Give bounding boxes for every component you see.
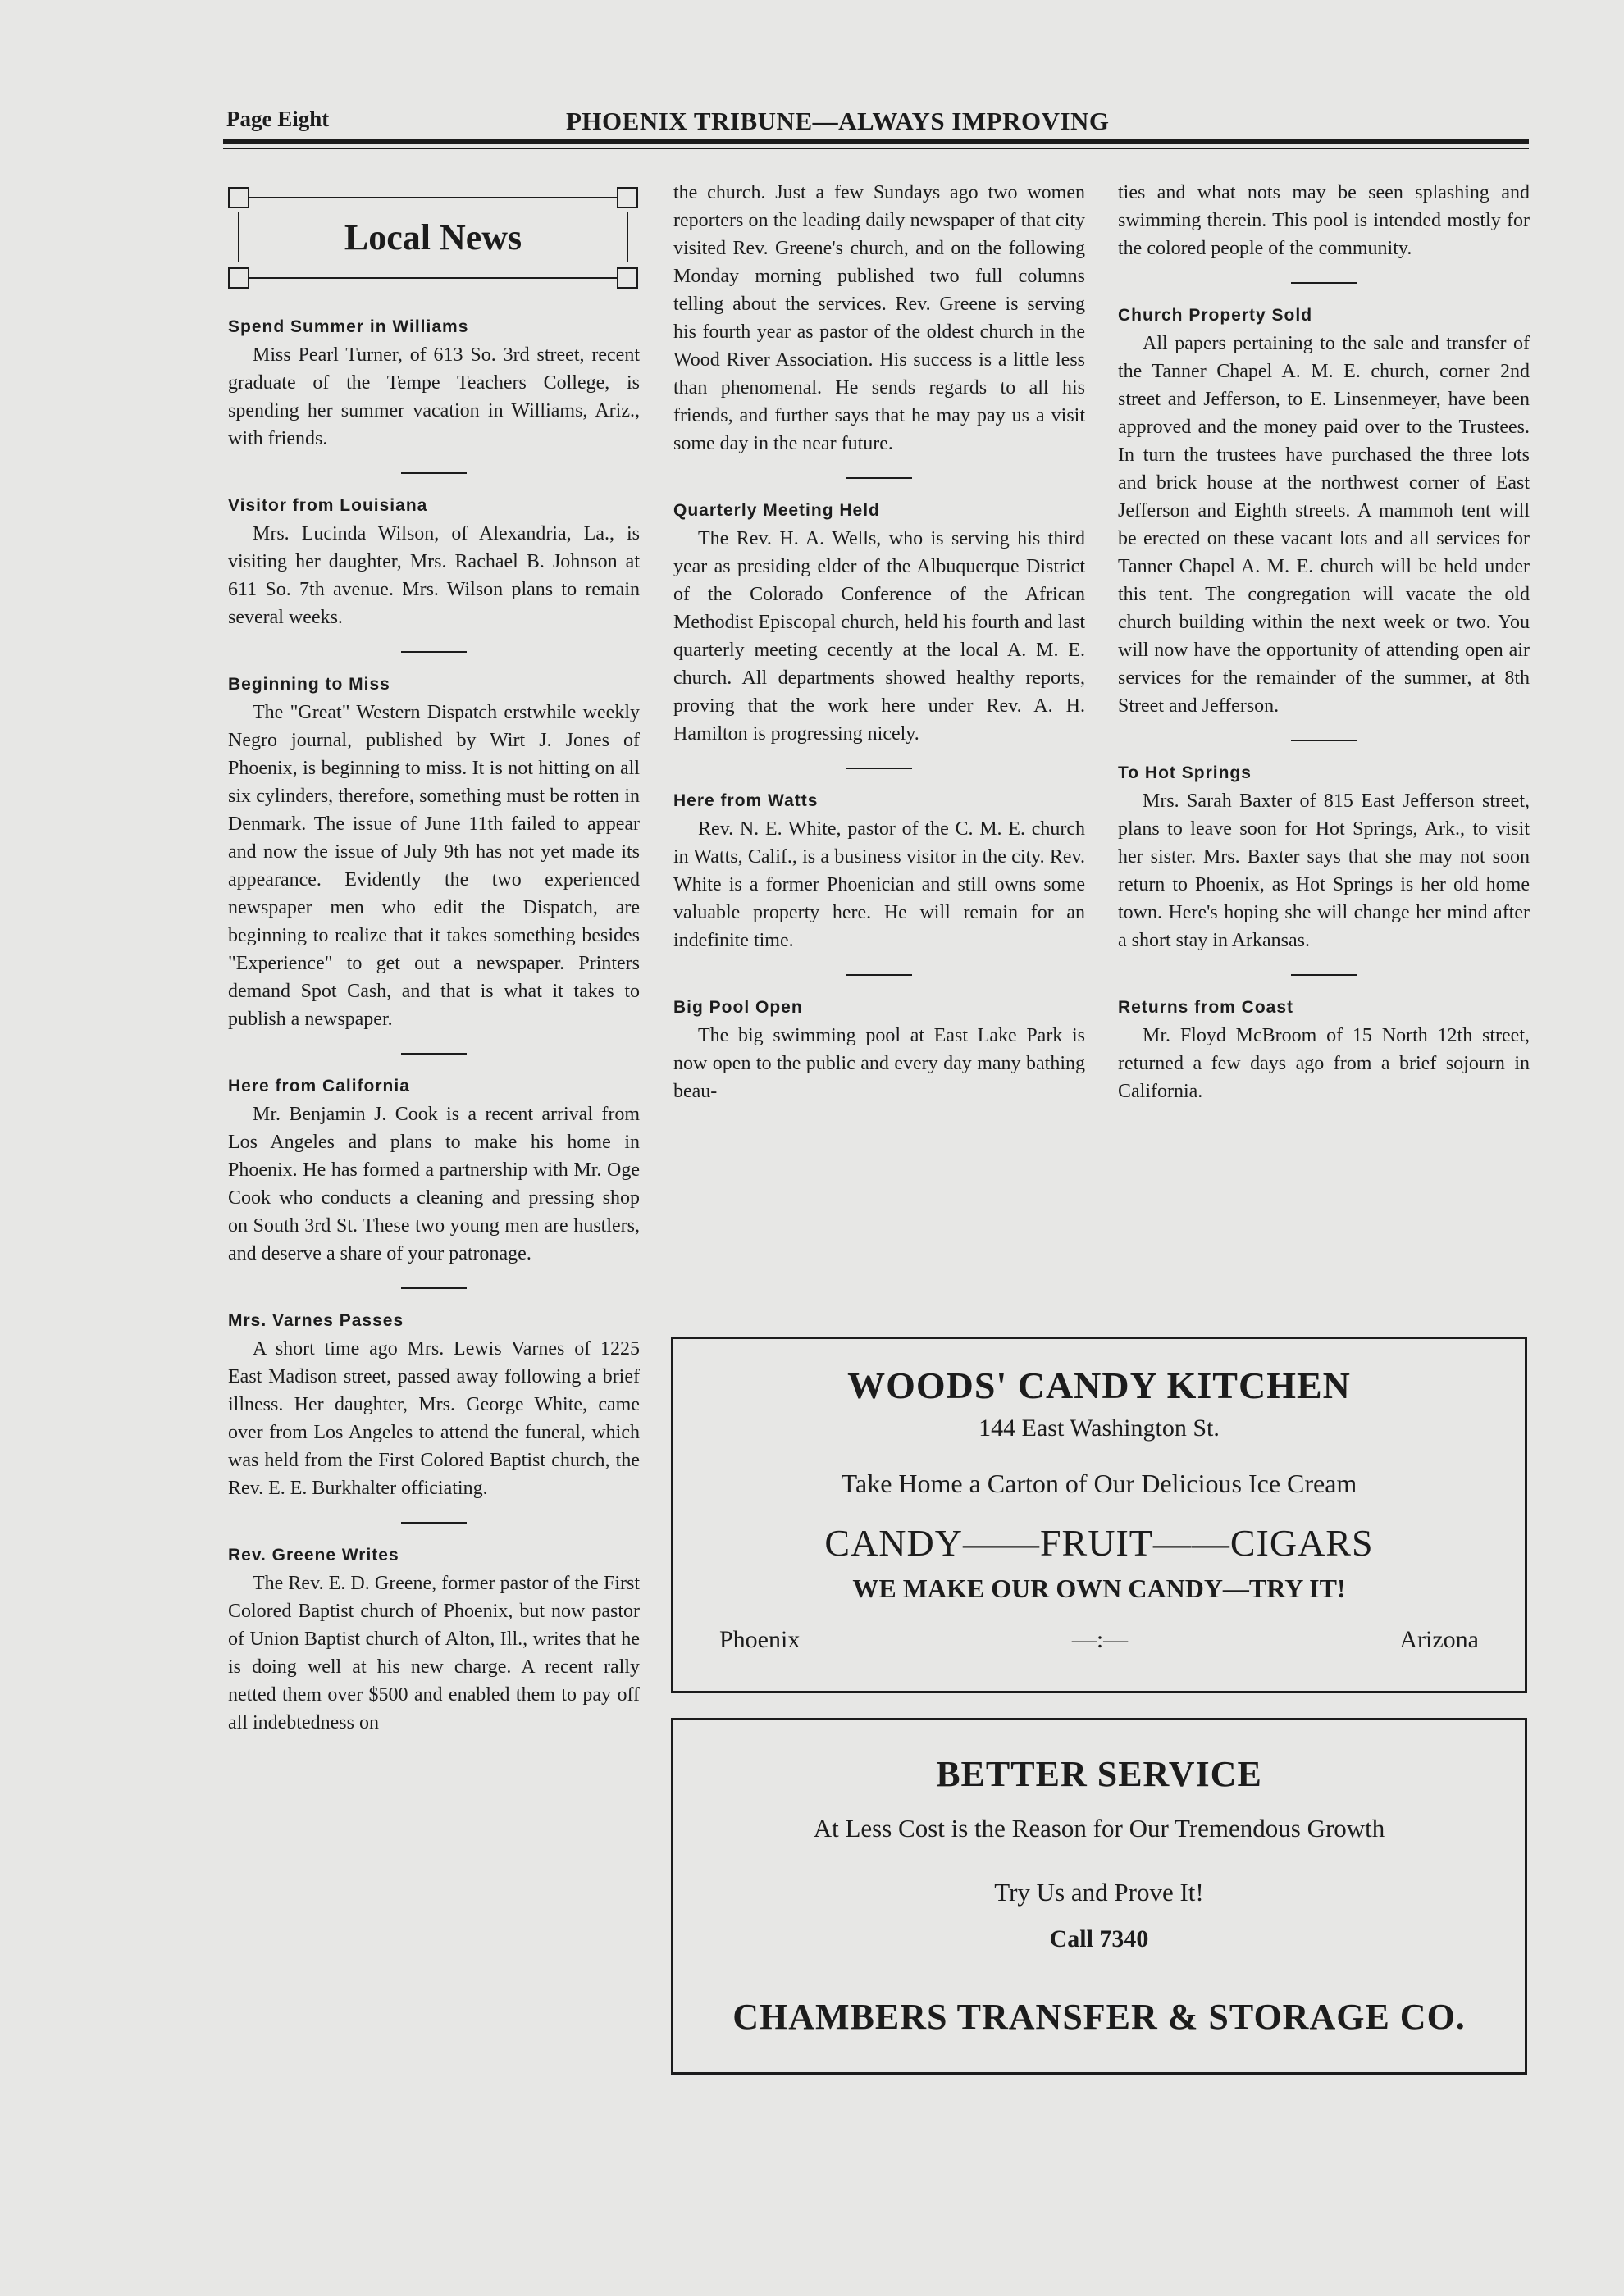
article-divider: [401, 1287, 467, 1289]
article-divider: [401, 1053, 467, 1055]
article-divider: [1291, 282, 1357, 284]
article-body: The Rev. E. D. Greene, former pastor of the First Colored Baptist church of Phoenix, but now pastor of Union Baptist church of Alton, Ill., writes that he is doing well at his new charge. A recent rally netted them over $500 and enabled them to pay off all indebtedness on: [228, 1573, 640, 1733]
article: [228, 313, 640, 453]
article-body: All papers pertaining to the sale and transfer of the Tanner Chapel A. M. E. church, corner 2nd street and Jefferson, to E. Linsenmeyer, have been approved and the money paid over to the Trustees. In turn the trustees have purchased the three lots and brick house at the northwest corner of East Jefferson and Eighth streets. A mammoh tent will be erected on these vacant lots and all services for Tanner Chapel A. M. E. church will be held under this tent. The congregation will vacate the old church building within the next week or two. You will now have the opportunity of attending open air services for the remainder of the summer, at 8th Street and Jefferson.: [1118, 333, 1530, 717]
ad-state: Arizona: [1399, 1626, 1479, 1653]
ad-subtitle: At Less Cost is the Reason for Our Tremendous Growth: [813, 1814, 1385, 1843]
article-body: The big swimming pool at East Lake Park is now open to the public and every day many bathing beau-: [673, 1025, 1085, 1102]
article-divider: [401, 1522, 467, 1524]
ad-call-to-action: Try Us and Prove It!: [994, 1878, 1204, 1906]
article-headline: Church Property Sold: [1118, 306, 1313, 325]
article-divider: [846, 974, 912, 976]
article-headline: Here from Watts: [673, 791, 819, 810]
ad-headline: BETTER SERVICE: [936, 1754, 1262, 1794]
masthead-corner: [617, 267, 638, 289]
article: [228, 1073, 640, 1268]
article-divider: [846, 768, 912, 769]
article-body: Mr. Floyd McBroom of 15 North 12th street, returned a few days ago from a brief sojourn in California.: [1118, 1025, 1530, 1102]
article-body: Rev. N. E. White, pastor of the C. M. E. church in Watts, Calif., is a business visitor in the city. Rev. White is a former Phoenician and still owns some valuable property here. He will remain for an indefinite time.: [673, 818, 1085, 951]
local-news-masthead: [228, 182, 638, 298]
article-divider: [1291, 740, 1357, 741]
article-body: Mrs. Sarah Baxter of 815 East Jefferson street, plans to leave soon for Hot Springs, Ark., to visit her sister. Mrs. Baxter says that she may not soon return to Phoenix, as Hot Springs is her old home town. Here's hoping she will change her mind after a short stay in Arkansas.: [1118, 790, 1530, 951]
ad-phone: Call 7340: [1049, 1925, 1149, 1952]
article-headline: Quarterly Meeting Held: [673, 501, 880, 520]
article: [1118, 994, 1530, 1105]
masthead-border: [249, 197, 617, 198]
ad-tagline: Take Home a Carton of Our Delicious Ice Cream: [841, 1469, 1357, 1498]
masthead-corner: [228, 187, 249, 208]
woods-candy-ad: [671, 1337, 1527, 1693]
article-body: Miss Pearl Turner, of 613 So. 3rd street, recent graduate of the Tempe Teachers College, is spending her summer vacation in Williams, Ariz., with friends.: [228, 344, 640, 449]
article: [1118, 302, 1530, 720]
masthead-border: [249, 277, 617, 279]
column-1: [228, 179, 640, 1737]
article-headline: Here from California: [228, 1077, 410, 1096]
article: [1118, 759, 1530, 954]
article-headline: Big Pool Open: [673, 998, 803, 1017]
ad-address: 144 East Washington St.: [979, 1414, 1220, 1442]
article-body: The "Great" Western Dispatch erstwhile weekly Negro journal, published by Wirt J. Jones of Phoenix, is beginning to miss. It is not hitting on all six cylinders, therefore, something must be rotten in Denmark. The issue of June 11th failed to appear and now the issue of July 9th has not yet made its appearance. Evidently the two experienced newspaper men who edit the Dispatch, are beginning to realize that it takes something besides "Experience" to get out a newspaper. Printers demand Spot Cash, and that is what it takes to publish a newspaper.: [228, 702, 640, 1030]
chambers-transfer-ad: [671, 1718, 1527, 2075]
masthead-corner: [617, 187, 638, 208]
article-headline: To Hot Springs: [1118, 763, 1252, 782]
article-continuation: the church. Just a few Sundays ago two women reporters on the leading daily newspaper of that city visited Rev. Greene's church, and on the following Monday morning published two full columns telling about the services. Rev. Greene is serving his fourth year as pastor of the oldest church in the Wood River Association. His success is a little less than phenomenal. He sends regards to all his friends, and further says that he may pay us a visit some day in the near future.: [673, 182, 1085, 454]
ad-city: Phoenix: [719, 1626, 801, 1653]
article: [228, 1542, 640, 1737]
article: [673, 994, 1085, 1105]
article: [228, 1307, 640, 1502]
column-3: [1118, 179, 1530, 1105]
article-divider: [846, 477, 912, 479]
article-headline: Beginning to Miss: [228, 675, 390, 694]
article-headline: Spend Summer in Williams: [228, 317, 469, 336]
article-body: A short time ago Mrs. Lewis Varnes of 1225 East Madison street, passed away following a brief illness. Her daughter, Mrs. George White, came over from Los Angeles to attend the funeral, which was held from the First Colored Baptist church, the Rev. E. E. Burkhalter officiating.: [228, 1338, 640, 1499]
article: [228, 671, 640, 1033]
ad-slogan: WE MAKE OUR OWN CANDY—TRY IT!: [852, 1574, 1346, 1603]
article-divider: [1291, 974, 1357, 976]
newspaper-title: PHOENIX TRIBUNE—ALWAYS IMPROVING: [566, 107, 1110, 135]
ad-business-name: WOODS' CANDY KITCHEN: [847, 1364, 1351, 1406]
header-rule-thin: [223, 148, 1529, 149]
header-rule: [223, 139, 1529, 144]
ad-company-name: CHAMBERS TRANSFER & STORAGE CO.: [732, 1997, 1466, 2037]
article-headline: Rev. Greene Writes: [228, 1546, 399, 1565]
article-body: Mr. Benjamin J. Cook is a recent arrival from Los Angeles and plans to make his home in Phoenix. He has formed a partnership with Mr. Oge Cook who conducts a cleaning and pressing shop on South 3rd St. These two young men are hustlers, and deserve a share of your patronage.: [228, 1104, 640, 1264]
article-headline: Mrs. Varnes Passes: [228, 1311, 404, 1330]
ad-products: CANDY——FRUIT——CIGARS: [824, 1522, 1374, 1564]
article-divider: [401, 651, 467, 653]
article: [228, 492, 640, 631]
article-headline: Visitor from Louisiana: [228, 496, 428, 515]
article-divider: [401, 472, 467, 474]
article-headline: Returns from Coast: [1118, 998, 1294, 1017]
article-body: The Rev. H. A. Wells, who is serving his third year as presiding elder of the Albuquerque District of the Colorado Conference of the African Methodist Episcopal church, held his fourth and last quarterly meeting cecently at the local A. M. E. church. All departments showed healthy reports, proving that the work here under Rev. A. H. Hamilton is progressing nicely.: [673, 528, 1085, 745]
article: [673, 787, 1085, 954]
column-2: [673, 179, 1085, 1105]
article: [673, 497, 1085, 748]
article-continuation: ties and what nots may be seen splashing and swimming therein. This pool is intended mostly for the colored people of the community.: [1118, 182, 1530, 259]
page-number: Page Eight: [226, 107, 330, 131]
section-title: Local News: [344, 217, 522, 257]
ad-divider: —:—: [1071, 1626, 1129, 1653]
article-body: Mrs. Lucinda Wilson, of Alexandria, La., is visiting her daughter, Mrs. Rachael B. Johnson at 611 So. 7th avenue. Mrs. Wilson plans to remain several weeks.: [228, 523, 640, 628]
masthead-corner: [228, 267, 249, 289]
